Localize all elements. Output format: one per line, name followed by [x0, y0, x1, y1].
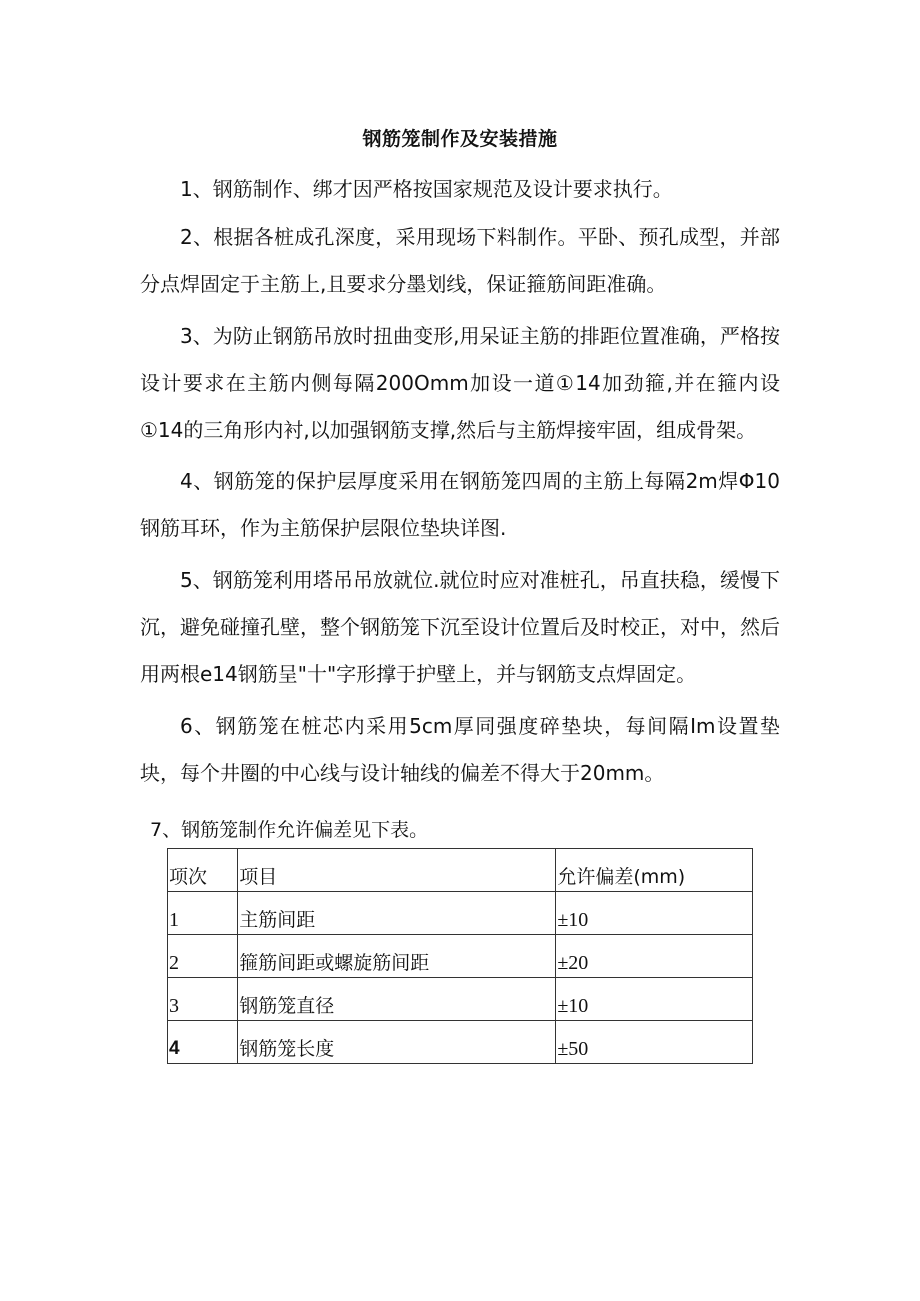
row-4-no: 4 [168, 1021, 238, 1064]
document-title: 钢筋笼制作及安装措施 [362, 128, 558, 150]
row-3-no: 3 [168, 978, 238, 1021]
deviation-table [167, 848, 753, 1064]
row-1-item: 主筋间距 [238, 892, 556, 935]
header-item-no: 项次 [168, 849, 238, 892]
row-3-tolerance: ±10 [556, 978, 753, 1021]
row-1-tolerance: ±10 [556, 892, 753, 935]
row-3-item: 钢筋笼直径 [238, 978, 556, 1021]
row-2-tolerance: ±20 [556, 935, 753, 978]
row-2-no: 2 [168, 935, 238, 978]
row-2-item: 箍筋间距或螺旋筋间距 [238, 935, 556, 978]
table-row [168, 978, 753, 1021]
paragraph-4: 4、钢筋笼的保护层厚度采用在钢筋笼四周的主筋上每隔2m焊Φ10钢筋耳环，作为主筋保护层限位垫块详图. [140, 469, 780, 540]
paragraph-3: 3、为防止钢筋吊放时扭曲变形,用呆证主筋的排距位置准确，严格按设计要求在主筋内侧每隔200Omm加设一道①14加劲箍,并在箍内设①14的三角形内衬,以加强钢筋支撑,然后与主筋焊接牢固，组成骨架。 [140, 324, 780, 442]
table-row [168, 892, 753, 935]
header-item: 项目 [238, 849, 556, 892]
table-caption: 7、钢筋笼制作允许偏差见下表。 [150, 819, 429, 841]
paragraph-5: 5、钢筋笼利用塔吊吊放就位.就位时应对准桩孔，吊直扶稳，缓慢下沉，避免碰撞孔壁，整个钢筋笼下沉至设计位置后及时校正，对中，然后用两根e14钢筋呈"十"字形撑于护壁上，并与钢筋支点焊固定。 [140, 568, 780, 686]
row-4-tolerance: ±50 [556, 1021, 753, 1064]
table-header-row [168, 849, 753, 892]
row-4-item: 钢筋笼长度 [238, 1021, 556, 1064]
table-row [168, 935, 753, 978]
paragraph-6: 6、钢筋笼在桩芯内采用5cm厚同强度碎垫块，每间隔Im设置垫块，每个井圈的中心线与设计轴线的偏差不得大于20mm。 [140, 714, 780, 785]
paragraph-2: 2、根据各桩成孔深度，采用现场下料制作。平卧、预孔成型，并部分点焊固定于主筋上,且要求分墨划线，保证箍筋间距准确。 [140, 225, 780, 296]
header-tolerance: 允许偏差(mm) [556, 849, 753, 892]
paragraph-1: 1、钢筋制作、绑才因严格按国家规范及设计要求执行。 [180, 177, 673, 201]
row-1-no: 1 [168, 892, 238, 935]
table-row [168, 1021, 753, 1064]
